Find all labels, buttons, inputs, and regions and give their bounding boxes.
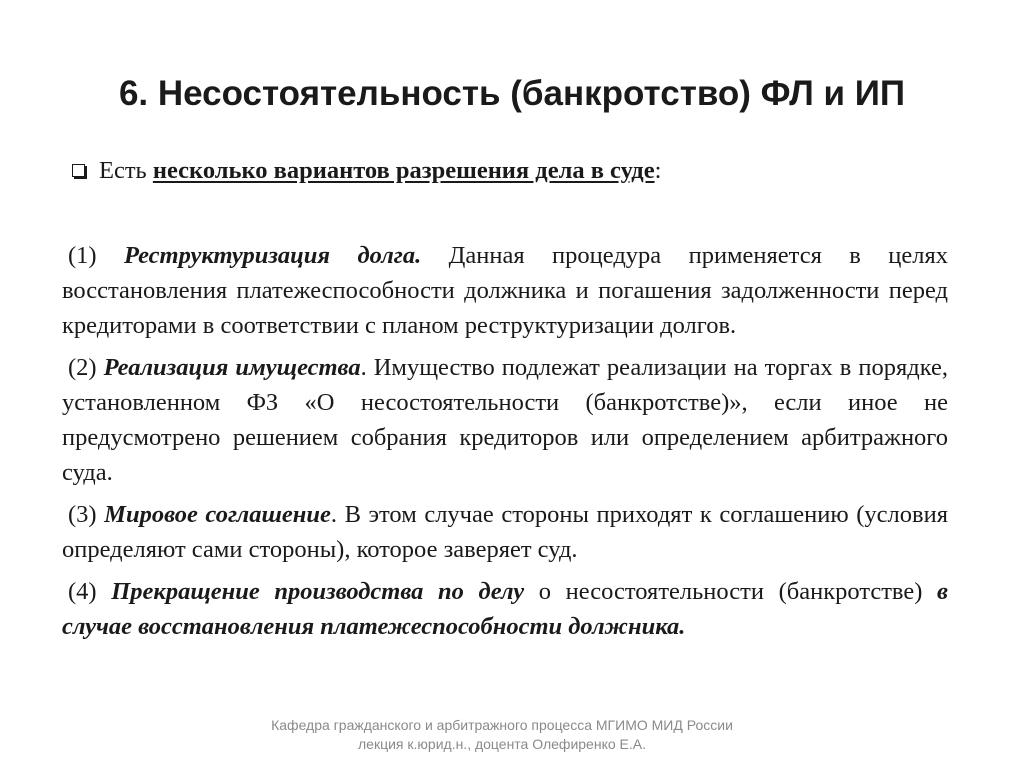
intro-suffix: : xyxy=(654,157,662,184)
item-term: Реализация имущества xyxy=(103,354,361,381)
item-number: (2) xyxy=(68,354,104,381)
item-term: Прекращение производства по делу xyxy=(111,578,525,605)
list-item xyxy=(62,497,948,567)
list-item xyxy=(62,350,948,490)
list-item xyxy=(62,238,948,343)
checkbox-bullet-icon xyxy=(72,164,85,177)
footer-line-1: Кафедра гражданского и арбитражного процесса МГИМО МИД России xyxy=(271,717,733,733)
item-term: Мировое соглашение xyxy=(104,501,331,528)
footer-line-2: лекция к.юрид.н., доцента Олефиренко Е.А. xyxy=(358,736,646,752)
item-term: Реструктуризация долга. xyxy=(124,242,422,269)
intro-prefix: Есть xyxy=(99,157,153,184)
item-number: (4) xyxy=(68,578,112,605)
item-text: . Имущество подлежат реализации на торгах в порядке, установленном ФЗ «О несостоятельности (банкротстве)», если иное не предусмотрено решением собрания кредиторов или определением арбитражного суда. xyxy=(62,354,948,486)
item-text: . В этом случае стороны приходят к соглашению (условия определяют сами стороны), которое заверяет суд. xyxy=(62,501,948,563)
intro-bullet xyxy=(72,155,952,187)
list-item xyxy=(62,574,948,644)
slide-title: 6. Несостоятельность (банкротство) ФЛ и ИП xyxy=(118,74,906,113)
intro-emphasis: несколько вариантов разрешения дела в суде xyxy=(152,157,655,184)
item-text: о несостоятельности (банкротстве) xyxy=(524,578,938,605)
item-number: (1) xyxy=(68,242,124,269)
options-list xyxy=(62,238,948,651)
item-number: (3) xyxy=(68,501,105,528)
slide-footer xyxy=(0,716,1004,754)
item-term-secondary: в случае восстановления платежеспособности должника. xyxy=(62,578,948,640)
item-text: Данная процедура применяется в целях восстановления платежеспособности должника и погашения задолженности перед кредиторами в соответствии с планом реструктуризации долгов. xyxy=(62,242,948,339)
